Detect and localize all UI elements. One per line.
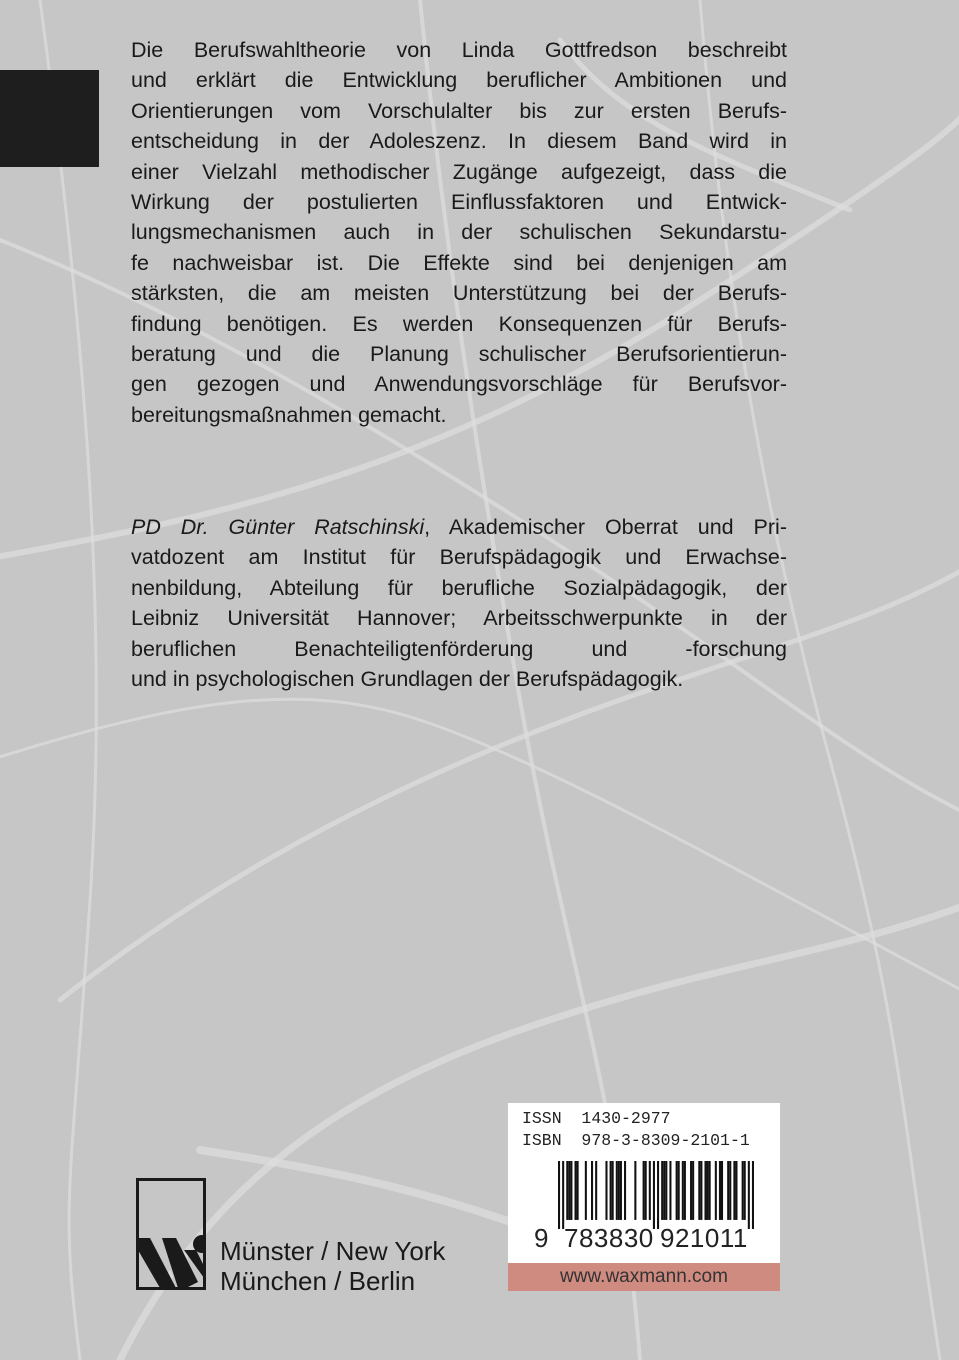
barcode-bar <box>643 1161 645 1220</box>
barcode-bar <box>661 1161 663 1220</box>
barcode-bar <box>690 1161 692 1220</box>
description-line: findung benötigen. Es werden Konsequenzen für Berufs- <box>131 311 787 336</box>
barcode-bar <box>682 1161 684 1220</box>
author-name: PD Dr. Günter Ratschinski <box>131 515 425 539</box>
barcode-bar <box>616 1161 618 1220</box>
publisher-cities-line2: München / Berlin <box>220 1266 416 1296</box>
barcode-bar <box>634 1161 636 1220</box>
barcode-bar <box>715 1161 717 1220</box>
description-line: einer Vielzahl methodischer Zugänge aufgezeigt, dass die <box>131 159 787 184</box>
barcode-bar <box>704 1161 706 1220</box>
barcode-bar <box>577 1161 579 1220</box>
description-line: Wirkung der postulierten Einflussfaktoren und Entwick- <box>131 189 787 214</box>
bio-line: beruflichen Benachteiligtenförderung und -forschung <box>131 636 787 661</box>
barcode-bar <box>568 1161 570 1220</box>
publisher-url[interactable]: www.waxmann.com <box>508 1263 780 1291</box>
description-line: entscheidung in der Adoleszenz. In diesem Band wird in <box>131 129 787 154</box>
description-line: stärksten, die am meisten Unterstützung bei der Berufs- <box>131 281 787 306</box>
barcode-bar <box>665 1161 667 1220</box>
book-description <box>131 35 787 430</box>
author-bio: PD Dr. Günter Ratschinski, Akademischer Oberrat und Pri- vatdozent am Institut für Berufspädagogik und Erwachse- nenbildung, Abteilung für berufliche Sozialpädagogik, der Leibniz Universität Hannover; Arbeitsschwerpunkte in der beruflichen Benachteiligtenförderung und -forschung und in psychologischen Grundlagen der Berufspädagogik. <box>131 512 787 694</box>
barcode <box>558 1161 754 1229</box>
barcode-bar <box>748 1161 750 1229</box>
barcode-bar <box>752 1161 754 1229</box>
barcode-bar <box>719 1161 721 1220</box>
barcode-digits-left: 783830 <box>564 1223 654 1253</box>
barcode-bar <box>721 1161 723 1220</box>
barcode-bar <box>624 1161 626 1220</box>
barcode-bar <box>620 1161 622 1220</box>
barcode-bar <box>566 1161 568 1220</box>
barcode-bar <box>692 1161 694 1220</box>
barcode-bar <box>669 1161 671 1220</box>
barcode-bar <box>727 1161 729 1220</box>
bio-line: nenbildung, Abteilung für berufliche Sozialpädagogik, der <box>131 575 787 600</box>
barcode-bar <box>575 1161 577 1220</box>
bio-line: und in psychologischen Grundlagen der Berufspädagogik. <box>131 666 684 691</box>
barcode-bar <box>657 1161 659 1229</box>
barcode-bar <box>663 1161 665 1220</box>
barcode-bar <box>744 1161 746 1220</box>
issn-line: ISSN 1430-2977 <box>522 1109 671 1128</box>
description-line: fe nachweisbar ist. Die Effekte sind bei denjenigen am <box>131 250 787 275</box>
barcode-bar <box>698 1161 700 1220</box>
barcode-bar <box>645 1161 647 1220</box>
barcode-bar <box>709 1161 711 1220</box>
description-line: lungsmechanismen auch in der schulischen Sekundarstu- <box>131 220 787 245</box>
barcode-bar <box>570 1161 572 1220</box>
barcode-bar <box>585 1161 587 1220</box>
barcode-bar <box>733 1161 735 1220</box>
black-corner-block <box>0 70 99 167</box>
isbn-line: ISBN 978-3-8309-2101-1 <box>522 1131 750 1150</box>
barcode-bar <box>684 1161 686 1220</box>
barcode-bar <box>610 1161 612 1220</box>
description-line: bereitungsmaßnahmen gemacht. <box>131 402 447 427</box>
description-line: Orientierungen vom Vorschulalter bis zur ersten Berufs- <box>131 98 787 123</box>
barcode-bar <box>562 1161 564 1229</box>
barcode-bar <box>735 1161 737 1220</box>
barcode-bar <box>700 1161 702 1220</box>
barcode-bar <box>678 1161 680 1220</box>
barcode-bar <box>618 1161 620 1220</box>
description-line: gen gezogen und Anwendungsvorschläge für Berufsvor- <box>131 372 787 397</box>
description-line: und erklärt die Entwicklung beruflicher Ambitionen und <box>131 68 787 93</box>
barcode-bar <box>729 1161 731 1220</box>
barcode-bar <box>591 1161 593 1220</box>
barcode-bar <box>595 1161 597 1220</box>
bio-line: vatdozent am Institut für Berufspädagogik und Erwachse- <box>131 545 787 570</box>
barcode-bar <box>742 1161 744 1220</box>
bio-line: Leibniz Universität Hannover; Arbeitsschwerpunkte in der <box>131 606 787 631</box>
barcode-bar <box>653 1161 655 1229</box>
barcode-digits-right: 921011 <box>660 1223 748 1253</box>
description-line: Die Berufswahltheorie von Linda Gottfredson beschreibt <box>131 38 787 62</box>
waxmann-logo <box>136 1178 206 1290</box>
barcode-bar <box>707 1161 709 1220</box>
barcode-bar <box>605 1161 607 1220</box>
barcode-bar <box>676 1161 678 1220</box>
publisher-cities-line1: Münster / New York <box>220 1236 446 1266</box>
barcode-digit-first: 9 <box>534 1223 549 1253</box>
barcode-bar <box>612 1161 614 1220</box>
description-line: beratung und die Planung schulischer Berufsorientierun- <box>131 341 787 366</box>
barcode-bar <box>558 1161 560 1229</box>
barcode-bar <box>649 1161 651 1220</box>
